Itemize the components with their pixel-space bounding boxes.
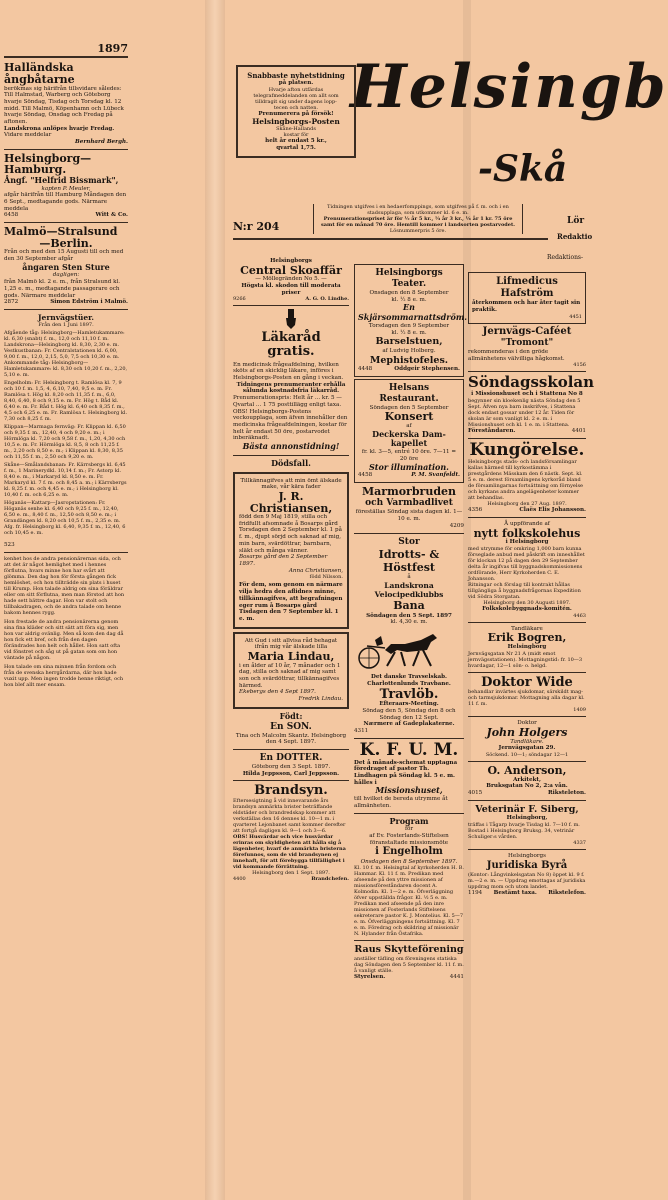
jh-name: John Holgers [486, 726, 568, 739]
ship-body: berökmas sig härifrån tillsvidare således: Till Halmstad, Warberg och Göteborg hvarje Söndag, Tisdag och Torsdag kl. 12 midd. Till Malmö, Köpenhamn och Lübeck hvarje Söndag, Onsdag och Fredag på aftonen. [4, 85, 124, 126]
theatre-time: kl. ½ 8 e. m. [391, 296, 427, 303]
issue-header [233, 204, 593, 244]
ms-agent: Simon Edström i Malmö. [50, 299, 128, 306]
jur-body: (Kontor: Långvinkelsgatan No 8) öppet kl. 9 f. m.—2 e. m. — Uppdrag emottagas af juridiska uppdrag mom och utom landet. [468, 871, 586, 890]
death1-place: Bosarps gård den 2 September 1897. [239, 554, 328, 567]
jh-pre: Doktor [517, 720, 537, 727]
ms-ship: ångaren Sten Sture [22, 261, 110, 272]
and-addr: Bruksgatan No 2, 2:a vån. [486, 783, 568, 790]
issue-terms-3: Lösnummerpris 5 öre. [389, 228, 447, 234]
sick-title: nytt folkskolehus [473, 526, 581, 540]
fest-eft: Efteraars-Meeting. [379, 701, 439, 708]
death1-signer2: född Nilsson. [309, 574, 343, 581]
birth1-title: En SON. [270, 721, 312, 732]
lede-line2: på platsen. [278, 80, 314, 86]
death1-body: född den 9 Maj 1819, stilla och fridfullt afsomnade å Bosarps gård Torsdagen den 2 September kl. 1 på f. m., djupt sörjd och saknad af mig, min barn, svärdöttrar, barnbarn, släkt och många vänner. [239, 514, 342, 554]
medicus-ad [468, 272, 586, 324]
fest-bana: Bana [393, 599, 425, 613]
rest-ill: Stor illumination. [369, 461, 449, 472]
death1-intro: Tillkännagifves att min ömt älskade make, vår kära fader [240, 477, 342, 491]
school-sub: i Missionshuset och i Stattena No 8 [471, 391, 583, 398]
prog-place: i Engelholm [375, 846, 443, 858]
shop-owner: A. G. O. Lindhe. [305, 296, 349, 303]
fest-time: kl. 4,30 e. m. [390, 619, 428, 626]
doc-bold: Tidningens prenumeranter erhålla sålunda kostnadsfria läkarråd. [236, 381, 346, 395]
cafe-name: "Tromont" [500, 337, 554, 348]
prog-sub: för [404, 826, 414, 833]
rail-body-3: Klippan—Marmaga fernväg: Fr. Klippan kl. 6,50 och 9,35 f. m., 12,40, 4 och 9,20 e. m.; i Hörmlöga kl. 7,20 och 9,58 f. m., 1,20, 4,30 och 10,5 e. m. Fr. Hörmlöga kl. 8,5, 8 och 11,25 f. m., 2,20 och 8,50 e. m.; i Klippan kl. 8,30, 8,35 och 11,55 f. m., 2,50 och 9,20 e. m. [4, 424, 126, 461]
fest-title: Idrotts- & Höstfest [378, 547, 440, 574]
prog-body: af Ev. Fosterlands-Stiftelsen föranstaltade missionsmöte [369, 832, 449, 846]
and-title: Arkitekt, [513, 776, 541, 783]
and-sub: Riksteleton. [548, 789, 586, 796]
page-number: 523 [4, 542, 15, 549]
death2-name: Maria Lindau, [247, 650, 335, 664]
rest-by: af [406, 423, 412, 429]
birth2-body: Göteborg den 3 Sept. 1897. [251, 763, 331, 770]
sick-sign: Folkskolebyggnads-komitén. [482, 606, 572, 612]
death1-signer: Anna Christiansen, [288, 567, 343, 574]
kung-sign: Claës Elis Johansson. [519, 507, 586, 514]
theatre-date2: Torsdagen den 9 September [368, 322, 450, 329]
doc-body: En medicinsk frågeafdelning, hvilken sköts af en skicklig läkare, införes i Helsingborgs-Posten en gång i veckan. [233, 361, 344, 382]
rest-num: 4458 [358, 472, 373, 479]
corner-text-2: Redaktio [557, 232, 593, 241]
issue-terms-1: Tidningen utgifves i en hedaerfomppings, som utgifves på f. m. och i en stadsupplaga, som utkommer kl. 6 e. m. [327, 204, 509, 216]
theatre-play: En Skjärsommarnattsdröm. [358, 302, 468, 323]
ship-title: Halländska ångbåtarne [4, 61, 75, 86]
dent-title: Tandläkare [511, 625, 543, 632]
ms-num: 2872 [4, 299, 19, 306]
dent-body: Jernvägsgatan Nr 21 A (midt emot jernvägsstationen). Mottagningstid: fr. 10—3 hvardagar, 12—1 sön- o. helgd. [468, 650, 583, 669]
ms-body: Från och med den 15 Augusti till och med den 30 September afgår [4, 249, 124, 262]
death2-intro: Att Gud i sitt allvisa råd behagat ifrån mig vår älskade lilla [244, 637, 338, 651]
jh-sub: Tandläkare. [510, 738, 544, 745]
school-num: 4401 [571, 427, 586, 434]
hh-ship: Ångf. "Helfrid Bissmark", [4, 174, 119, 185]
fest-a: å [407, 574, 411, 581]
theatre-ad [354, 264, 468, 377]
death1-note: För dem, som genom en närmare vilja hedra den aflidnes minne, tillkännagifves, att begrafningen eger rum å Bosarps gård Tisdagen den 7 September kl. 1 e. m. [239, 582, 343, 622]
shoot-body: anställer täfling om föreningens statiska dag Söndagen den 5 September kl. 11 f. m. å vanligt ställe. [354, 955, 464, 974]
kfum-place: Missionshuset, [375, 785, 443, 796]
jur-sub: Bestämt taxa. [493, 889, 537, 896]
vet-city: Helsingborg, [506, 815, 548, 822]
fire-place: Helsingborg den 1 Sept. 1897. [252, 869, 330, 876]
rest-times: fr. kl. 3—5, entré 10 öre. 7—11 = 20 öre [361, 449, 457, 462]
fest-more: Nærmere af Gadeplakaterne. [363, 721, 455, 728]
lede-body: Hvarje afton utfärdas telegrafmeddelanden om allt som tilldragit sig under dagens lopp- [253, 86, 339, 105]
masthead-title: Helsingb [350, 52, 668, 122]
kung-title: Kungörelse. [469, 439, 585, 460]
sick-body2: Ritningar och förslag till kontrakt hållas tillgängliga å byggnadsfrågornas Expedition vid Södra Storgatan. [468, 582, 581, 600]
jh-addr: Jernvägsgatan 29. [498, 745, 556, 752]
sick-place2: Helsingborg den 30 Augusti 1897. [483, 600, 571, 606]
doc-obs: OBS! Helsingborgs-Postens veckoupplaga, som äfven innehåller den medicinska frågeafdelningen, kostar för helt år endast 50 öre, postarvodet inberäknadt. [233, 408, 348, 442]
theatre-by: af Ludvig Holberg. [382, 347, 436, 354]
doc-title2: gratis. [267, 344, 315, 359]
fire-obs: OBS! Husvärdar och vice husvärdar erinras om skyldigheten att hålla sig å lägenheter, hvarf de anmärkta bristerna förefunnos, som de vid brandsynen ej innehaft, för att förebygga tillfällighet i vid kommande förrättning. [233, 833, 346, 870]
wide-body: behandlar invärtes sjukdomar, särskildt mag- och tarmsjukdomar. Mottagning alla dagar kl. 11 f. m. [468, 689, 585, 708]
vet-title: Veterinär F. Siberg, [475, 803, 579, 815]
prog-items: Kl. 10 f. m. Helsingtal af kyrkoherden H. B. Hammar. Kl. 11 f. m. Predikan med afseende på den yttre missionen af missionsföreståndaren docent A. Kolmodin. Kl. 1—2 e. m. Öfverläggning öfver uppställda frågor. Kl. ½ 5 e. m. Predikan med afseende på den inre missionen af Fosterlands Stiftelsens sekreterare pastor K. J. Montelius. Kl. 5—7 e. m. Öfverläggningens fortsättning. Kl. 7 e. m. Föredrag och skildring af missionär N. Hylander från Östafrika. [354, 865, 464, 938]
lede-cost: kostar för [283, 132, 309, 139]
restaurant-ad [354, 379, 464, 483]
death1-name: J. R. Christiansen, [249, 489, 333, 515]
lede-paper-sub: Skåne-Hallands [276, 126, 316, 133]
school-title: Söndagsskolan [468, 373, 595, 392]
lede-price: helt år endast 5 kr., [265, 138, 327, 145]
death2-place: Ekebergs den 4 Sept 1897. [239, 689, 316, 696]
kfum-body: Det å månads-schemat upptagna föredraget af pastor Th. Lindhagen på Söndag kl. 5 e. m. hålles i [354, 759, 458, 786]
subscription-box [236, 65, 356, 158]
masthead-subtitle: -Skå [478, 148, 568, 190]
wide-title: Doktor Wide [481, 674, 573, 690]
doc-tag: Bästa annonstidning! [242, 441, 340, 452]
kfum-title: K. F. U. M. [359, 739, 459, 760]
rail-date: Från den 1 Juni 1897. [38, 322, 94, 329]
dent-city: Helsingborg [507, 643, 547, 650]
column-3 [354, 262, 468, 981]
ship-info: Vidare meddelar [4, 132, 52, 139]
lede-paper: Helsingborgs-Posten [252, 117, 340, 127]
fire-num: 4400 [233, 875, 246, 882]
fest-date: Söndagen den 5 Sept. 1897 [366, 612, 452, 619]
ship-sub: Landskrona anlöpes hvarje Fredag. [4, 125, 115, 132]
death2-body: i en ålder af 10 år, 7 månader och 1 dag, stilla och saknad af mig samt son och svärdöttrar, tillkännagifves härmed. [239, 662, 341, 689]
paper-fold [205, 0, 225, 1200]
shop-num: 9266 [233, 296, 246, 303]
year: 1897 [4, 42, 128, 58]
theatre-sign: Oddgeir Stephensen. [394, 366, 460, 373]
theatre-date: Onsdagen den 8 September [369, 289, 449, 296]
hh-agent: Witt & Co. [95, 212, 128, 219]
hh-num: 6458 [4, 212, 19, 219]
shoot-sign: Styrelsen. [354, 973, 386, 980]
shop-addr: — Möllegränden No 5. — [255, 276, 327, 283]
sick-pre: Å uppförande af [504, 521, 550, 528]
cafe-num: 4156 [573, 362, 586, 369]
rest-title: Helsans Restaurant. [379, 382, 439, 404]
wide-num: 1409 [573, 707, 586, 714]
trotting-horse-icon [361, 628, 457, 672]
shop-title: Central Skoaffär [240, 263, 342, 277]
prog-title: Program [389, 815, 429, 826]
fire-body: Eftersesigtning å vid innevarande års brandsyn anmärkta brister beträffande eldstäder och brandredskap kommer att verkställas den 16 dennes kl. 10—1 m. i qvarteret Lejonbanet samt kommer derefter att fortgå dagligen kl. 9—1 och 3—6. [233, 797, 346, 834]
and-num: 4015 [468, 789, 483, 796]
jur-title: Juridiska Byrå [486, 859, 568, 871]
column-4 [468, 270, 595, 896]
med-num: 4451 [569, 313, 582, 320]
fest-pre: Stor [398, 536, 420, 547]
theatre-time2: kl. ½ 8 e. m. [391, 329, 427, 336]
rest-date: Söndagen den 5 September [369, 404, 449, 411]
ms-title: Malmö—Stralsund [4, 225, 118, 239]
issue-number: N:r 204 [233, 220, 280, 233]
story-paragraph-1: kenhet hos de andra pensionärernas sida, och att det är något hemlighet med i hennes förflutna, hvars minne hon har svårt att glömma. Den dag hon för första gången fick hemlöshet, och hon tillträdde sin plats i huset till Krump. Hon talade aldrig om sina föräldrar eller om sitt förflutna, men man förstod att hon hade sett bättre dagar. Hon var stolt och tillbakadragen, och de andra talade om henne bakom hennes rygg. [4, 555, 125, 616]
issue-terms-2: Prenumerationspriset är för ½ år 5 kr., ¼ år 3 kr., ¼ år 1 kr. 75 öre samt för en månad 70 öre. Hemtill kommer i landsorten postarvodet. [320, 216, 516, 228]
fest-trav: Travlöb. [379, 686, 439, 702]
sick-place: i Helsingborg [505, 539, 549, 546]
corner-text-3: Redaktions- [547, 254, 584, 261]
birth2-names: Hilda Jeppsson, Carl Jeppsson. [242, 770, 340, 777]
hh-title: Helsingborg—Hamburg. [4, 151, 92, 177]
dent-name: Erik Bogren, [487, 631, 567, 645]
prog-date: Onsdagen den 8 September 1897. [360, 858, 458, 865]
vet-body: träffas i Tågarp hvarje Tisdag kl. 7—10 f. m. Bostad i Helsingborg Bruksg. 34, vetrinär Schuliger:s vården. [468, 821, 580, 840]
marm-sub: och Varmbadlivet [365, 498, 453, 509]
ms-title2: —Berlin. [39, 236, 93, 250]
hh-captain: kapten P. Meuler, [41, 185, 91, 192]
rest-band: Deckerska Dam-kapellet [372, 428, 446, 449]
kung-body: Helsingborgs stads- och landsförsamlingar kallas härmed till kyrkostämma i prestgårdens Mässkam den 6 nästk. Sept. kl. 5 e. m. derest församlingens kyrkoråd bland de församlingarnas fortsättning om förnyelse och kyrkans andra angelägenheter kommer att behandlas. [468, 459, 584, 502]
kung-place: Helsingborg den 27 Aug. 1897. [487, 501, 567, 508]
shop-body: Högsta kl. skodon till moderata priser [241, 282, 341, 296]
rest-concert: Konsert [384, 410, 434, 424]
fest-num: 4311 [354, 727, 369, 734]
rail-title: Jernvägstüer. [38, 312, 94, 322]
hh-body: afgår härifrån till Hamburg Måndagen den 6 Sept., medtagande gods. Närmare meddela [4, 192, 127, 212]
fest-place: Landskrona Velocipedklubbs [374, 581, 444, 600]
fest-days: Söndag den 5, Söndag den 8 och Söndag den 12 Sept. [362, 707, 456, 721]
rail-body-2: Engelholm: Fr. Helsingborg t. Ramlösa kl. 7, 9 och 10 f. m. 1,5, 4, 6,10, 7,40, 9,5 e. m. Fr. Ramlösa t. Hög kl. 8,20 och 11,35 f. m., 6,0, 8,40, 6,40, 8 och 9,15 e. m. Fr. Hög t. Båd kl. 6,40 e. m. Fr. Båd t. Hög kl. 6,40 och 8,35 f. m., 4,5 och 6,25 e. m. Fr. Ramlösa t. Helsingborg kl. 7,30 och 8,25 f. m. [4, 380, 128, 423]
story-paragraph-3: Hon talade om sina minnen från fordom och från de svenska herrgårdarna, där hon hade vuxit upp. Men ingen trodde henne riktigt, och hon blef allt mer ensam. [4, 663, 124, 688]
lede-line1: Snabbaste nyhetstidning [247, 71, 345, 80]
pointing-hand-icon [284, 309, 298, 329]
ms-daily: dagligen: [52, 272, 80, 279]
rail-body-5: Höganäs—Kattarp—Jasropstationen: Fr. Höganäs senhe kl. 6,40 och 9,25 f. m., 12,40, 6,50 e. m., 8,40 f. m., 12,50 och 8,50 e. m.; i Grandängen kl. 8,20 och 10,5 f. m., 2,35 e. m. Afg. fr. Helsingborg kl. 6,40, 9,35 f. m., 12,40, 6 och 10,45 e. m. [4, 500, 126, 537]
column-1 [4, 42, 128, 688]
med-body: återkommen och har åter tagit sin praktik. [472, 300, 581, 314]
kung-num: 4356 [468, 507, 483, 514]
ms-times: från Malmö kl. 2 e. m., från Stralsund kl. 1,25 e. m., medtagande passagerare och gods. Närmare meddelar [4, 279, 121, 299]
lede-prenum: Prenumerera på försök! [258, 110, 334, 117]
rail-body-1: Afgående tåg: Helsingborg—Hamletukammare: kl. 6,30 (snabt) f. m., 12,0 och 11,10 f. m. Landskrona—Helsingborg kl. 8,30, 2,30 e. m. Vestkustbanan: Fr. Centralstationen kl. 6,00, 9,00 f. m., 12,0, 2,15, 5,0, 7,5 och 10,30 e. m. Ankommande tåg: Helsingborg—Hamletukammare: kl. 8,30 och 10,20 f. m., 2,20, 5,10 e. m. [4, 330, 128, 379]
med-title: Lifmedicus Hafström [496, 276, 558, 300]
theatre-title: Helsingborgs Teater. [375, 268, 443, 289]
rail-body-4: Skåne—Smålandsbanan: Fr. Kärrsbergs kl. 6,45 f. m., 1 Marinerydkl. 10,14 f. m.; Fr. Astorp kl. 8,40 e. m., i Markaryd kl. 8,50 e. m. Fr. Markaryd kl. 7 f. m. och 8,45 a. m.; i Kärrsbergs kl. 8,25 f. m. och 4,45 e. m.; i Helsingborg kl. 10,40 f. m. och 6,25 e. m. [4, 462, 127, 499]
doc-prices: Prenumerationspris: Helt år ... kr. 5 — Qvartal ... 1 75 posttillägg enligt taxa. [233, 395, 342, 408]
rest-owner: P. M. Svanfeldt. [411, 472, 460, 479]
doc-title: Läkaråd [261, 330, 321, 346]
jur-tel: Rikstelefon. [548, 889, 586, 896]
marm-title: Marmorbruden [361, 485, 457, 499]
sick-body: med utrymme för omkring 1,000 barn kunna förseglade anbud med påskrift om inneshållet för klockan 12 på dagen den 29 September delta år ingifvas till byggnadskommissionens ordförande, Herr Kyrkoherden C. E. Johansson. [468, 546, 585, 582]
lede-line3: tecen och natten. [273, 104, 319, 111]
fest-program: Det danske Travselskab. Charlottenlunds Travbane. [367, 674, 451, 687]
jh-hours: Söckend. 10—1; söndagar 12—1 [485, 751, 569, 758]
theatre-num: 4448 [358, 366, 373, 373]
school-sign: Föreståndaren. [468, 427, 516, 434]
and-name: O. Anderson, [487, 763, 567, 777]
birth1-body: Tina och Malcolm Skantz. Helsingborg den 4 Sept. 1897. [235, 732, 347, 746]
marm-num: 4209 [449, 522, 464, 529]
death2-signer: Fredrik Lindau. [298, 696, 343, 703]
lede-quarter: qvartal 1,75. [276, 145, 316, 152]
column-2 [233, 258, 349, 882]
kfum-note: till hvilket de bereda utrymme åt allmänheten. [354, 796, 448, 809]
shoot-title: Raus Skytteförening [354, 944, 464, 956]
sick-num: 4463 [573, 612, 586, 619]
fire-signer: Brandchefen. [311, 875, 349, 882]
marm-body: föreställas Söndag sista dagen kl. 1—10 e. m. [355, 509, 463, 523]
shoot-num: 4441 [449, 973, 464, 980]
jur-num: 1194 [468, 889, 483, 896]
ship-agent: Bernhard Bergh. [75, 139, 128, 146]
theatre-play3: Mephistofeles. [369, 354, 449, 366]
death-notice-1 [233, 472, 349, 629]
shop-head: Helsingborgs [270, 258, 312, 264]
cafe-body: rekommenderas i den gröde allmänhetens välvilliga hågkomst. [468, 348, 565, 362]
jur-pre: Helsingborgs [508, 852, 546, 859]
birth2-title: En DOTTER. [259, 752, 323, 763]
cafe-title: Jernvägs-Caféet [482, 325, 572, 337]
fire-title: Brandsyn. [254, 783, 328, 799]
corner-text-1: Lör [567, 216, 585, 226]
vet-num: 4337 [573, 839, 586, 846]
theatre-play2: Barselstuen, [375, 336, 443, 348]
story-paragraph-2: Hon frestade de andra pensionärerna genom sina fina kläder och sitt sätt att föra sig, men hon var aldrig ovänlig. Men så kom den dag då hon fick ett bref, och från den dagen förändrades hon helt och hållet. Hon satt ofta vid fönstret och såg ut på gatan som om hon väntade på någon. [4, 618, 124, 661]
school-body: begynner sin kloekenlig nästa Söndag den 5 Sept. Äfven nya barn inskrifves, i Stattena dock endast gossar under 12 år. Tiden för skolan är som vanligt kl. 2 e. m. i Missionshuset och kl. 1 e. m. i Stattena. [468, 397, 581, 428]
births-head: Födt: [279, 710, 303, 721]
deaths-head: Dödsfall. [271, 457, 311, 468]
death-notice-2 [233, 632, 349, 709]
